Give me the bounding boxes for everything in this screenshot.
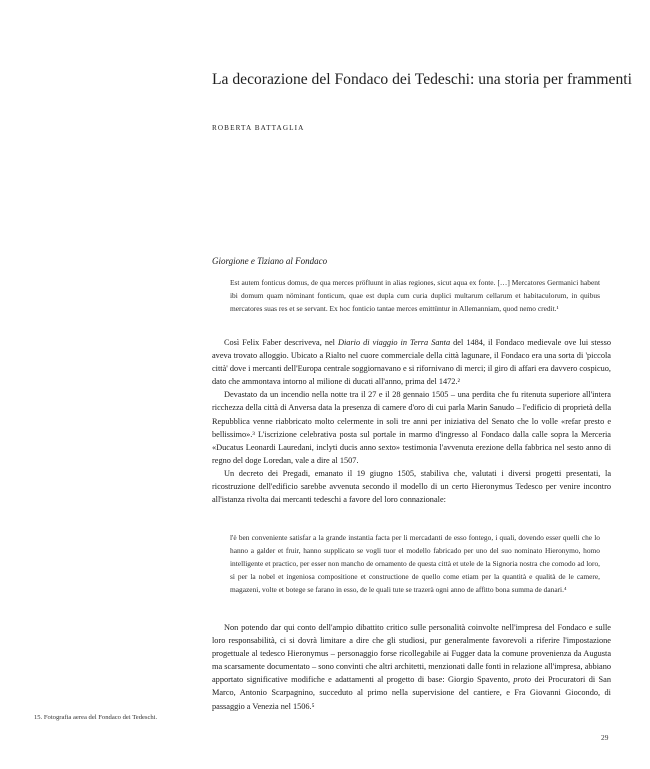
page-number: 29 xyxy=(601,733,609,742)
article-author: ROBERTA BATTAGLIA xyxy=(212,124,305,132)
paragraph-faber-start: Così Felix Faber descriveva, nel xyxy=(224,338,338,347)
figure-caption: 15. Fotografia aerea del Fondaco dei Tedeschi. xyxy=(34,714,158,721)
body-text-lower xyxy=(212,621,611,713)
paragraph-architects-proto: proto xyxy=(513,675,532,685)
paragraph-faber-end: del 1484, il Fondaco medievale ove lui stesso aveva trovato alloggio. Ubicato a Rialto nel cuore commerciale della città lagunare, il Fondaco era una sorta di 'piccola città' dove i mercanti dell'Europa centrale soggiornavano e si rifornivano di merci; il giro di affari era davvero cospicuo, dato che ammontava intorno al milione di ducati all'anno, prima del 1472.² xyxy=(212,338,612,387)
paragraph-decree: Un decreto dei Pregadi, emanato il 19 giugno 1505, stabiliva che, valutati i diversi progetti presentati, la ricostruzione dell'edificio sarebbe avvenuta secondo il modello di un certo Hieronymus Tedesco per venire incontro all'istanza rivolta dai mercanti tedeschi a favore del loro connazionale: xyxy=(212,468,611,505)
paragraph-fire: Devastato da un incendio nella notte tra il 27 e il 28 gennaio 1505 – una perdita che fu ritenuta superiore all'intera ricchezza della città di Anversa data la presenza di camere d'oro di cui parla Marin Sanudo – l'edificio di proprietà della Repubblica venne riabbricato molto celermente in soli tre anni per iniziativa del Senato che lo volle «refar presto e bellissimo».³ L'iscrizione celebrativa posta sul portale in marmo d'ingresso al Fondaco dalla calle sopra la Merceria «Ducatus Leonardi Lauredani, inclyti ducis anno sexto» testimonia l'avvenuta erezione della fabbrica nel sesto anno di regno del doge Loredan, vale a dire al 1507. xyxy=(212,390,611,465)
latin-quote: Est autem fonticus domus, de qua merces pröfluunt in alias regiones, sicut aqua ex fonte. […] Mercatores Germanici habent ibi domum quam nöminant fonticum, quae est dupla cum curia duplici multarum cellarum et habitaculorum, in quibus mercatores suas res et se servant. Ex hoc fonticio tantae merces emittüntur in Allemanniam, quod nemo credit.¹ xyxy=(230,278,600,313)
article-title: La decorazione del Fondaco dei Tedeschi: una storia per frammenti xyxy=(212,71,632,88)
paragraph-architects-end: dei Procuratori di San Marco, Antonio Scarpagnino, succeduto al primo nella supervisione del cantiere, e Fra Giovanni Giocondo, di passaggio a Venezia nel 1506.⁵ xyxy=(212,675,611,711)
body-text-upper xyxy=(212,336,611,506)
paragraph-faber-book-title: Diario di viaggio in Terra Santa xyxy=(338,338,451,347)
paragraph-architects xyxy=(212,621,611,713)
paragraph-faber xyxy=(212,336,611,388)
section-heading: Giorgione e Tiziano al Fondaco xyxy=(212,256,328,266)
paragraph-architects-start: Non potendo dar qui conto dell'ampio dibattito critico sulle personalità coinvolte nell'impresa del Fondaco e sulle loro responsabilità, ci si dovrà limitare a dire che gli studiosi, pur generalmente favorevoli a riferire l'impostazione progettuale al tedesco Hieronymus – personaggio forse ricollegabile ai Fugger data la comune provenienza da Augusta ma scarsamente documentato – sono convinti che altri architetti, menzionati dalle fonti in relazione all'impresa, abbiano apportato significative modifiche e adattamenti al progetto di base: Giorgio Spavento, xyxy=(212,623,611,685)
venetian-quote: l'è ben conveniente satisfar a la grande instantia facta per li mercadanti de esso fontego, i quali, dovendo esser quelli che lo hanno a galder et fruir, hanno supplicato se vogli tuor el modello fabricado per uno del suo nominato Hieronymo, homo intelligente et practico, per esser non mancho de ornamento de questa città et utele de la Signoria nostra che comodo ad loro, sì per la nobel et ingeniosa compositione et constructione de quello come etiam per la quantità e qualità de le camere, magazeni, volte et botege se farano in esso, de le quali tute se trazerà ogni anno de affitto bona summa de danari.⁴ xyxy=(230,533,600,594)
